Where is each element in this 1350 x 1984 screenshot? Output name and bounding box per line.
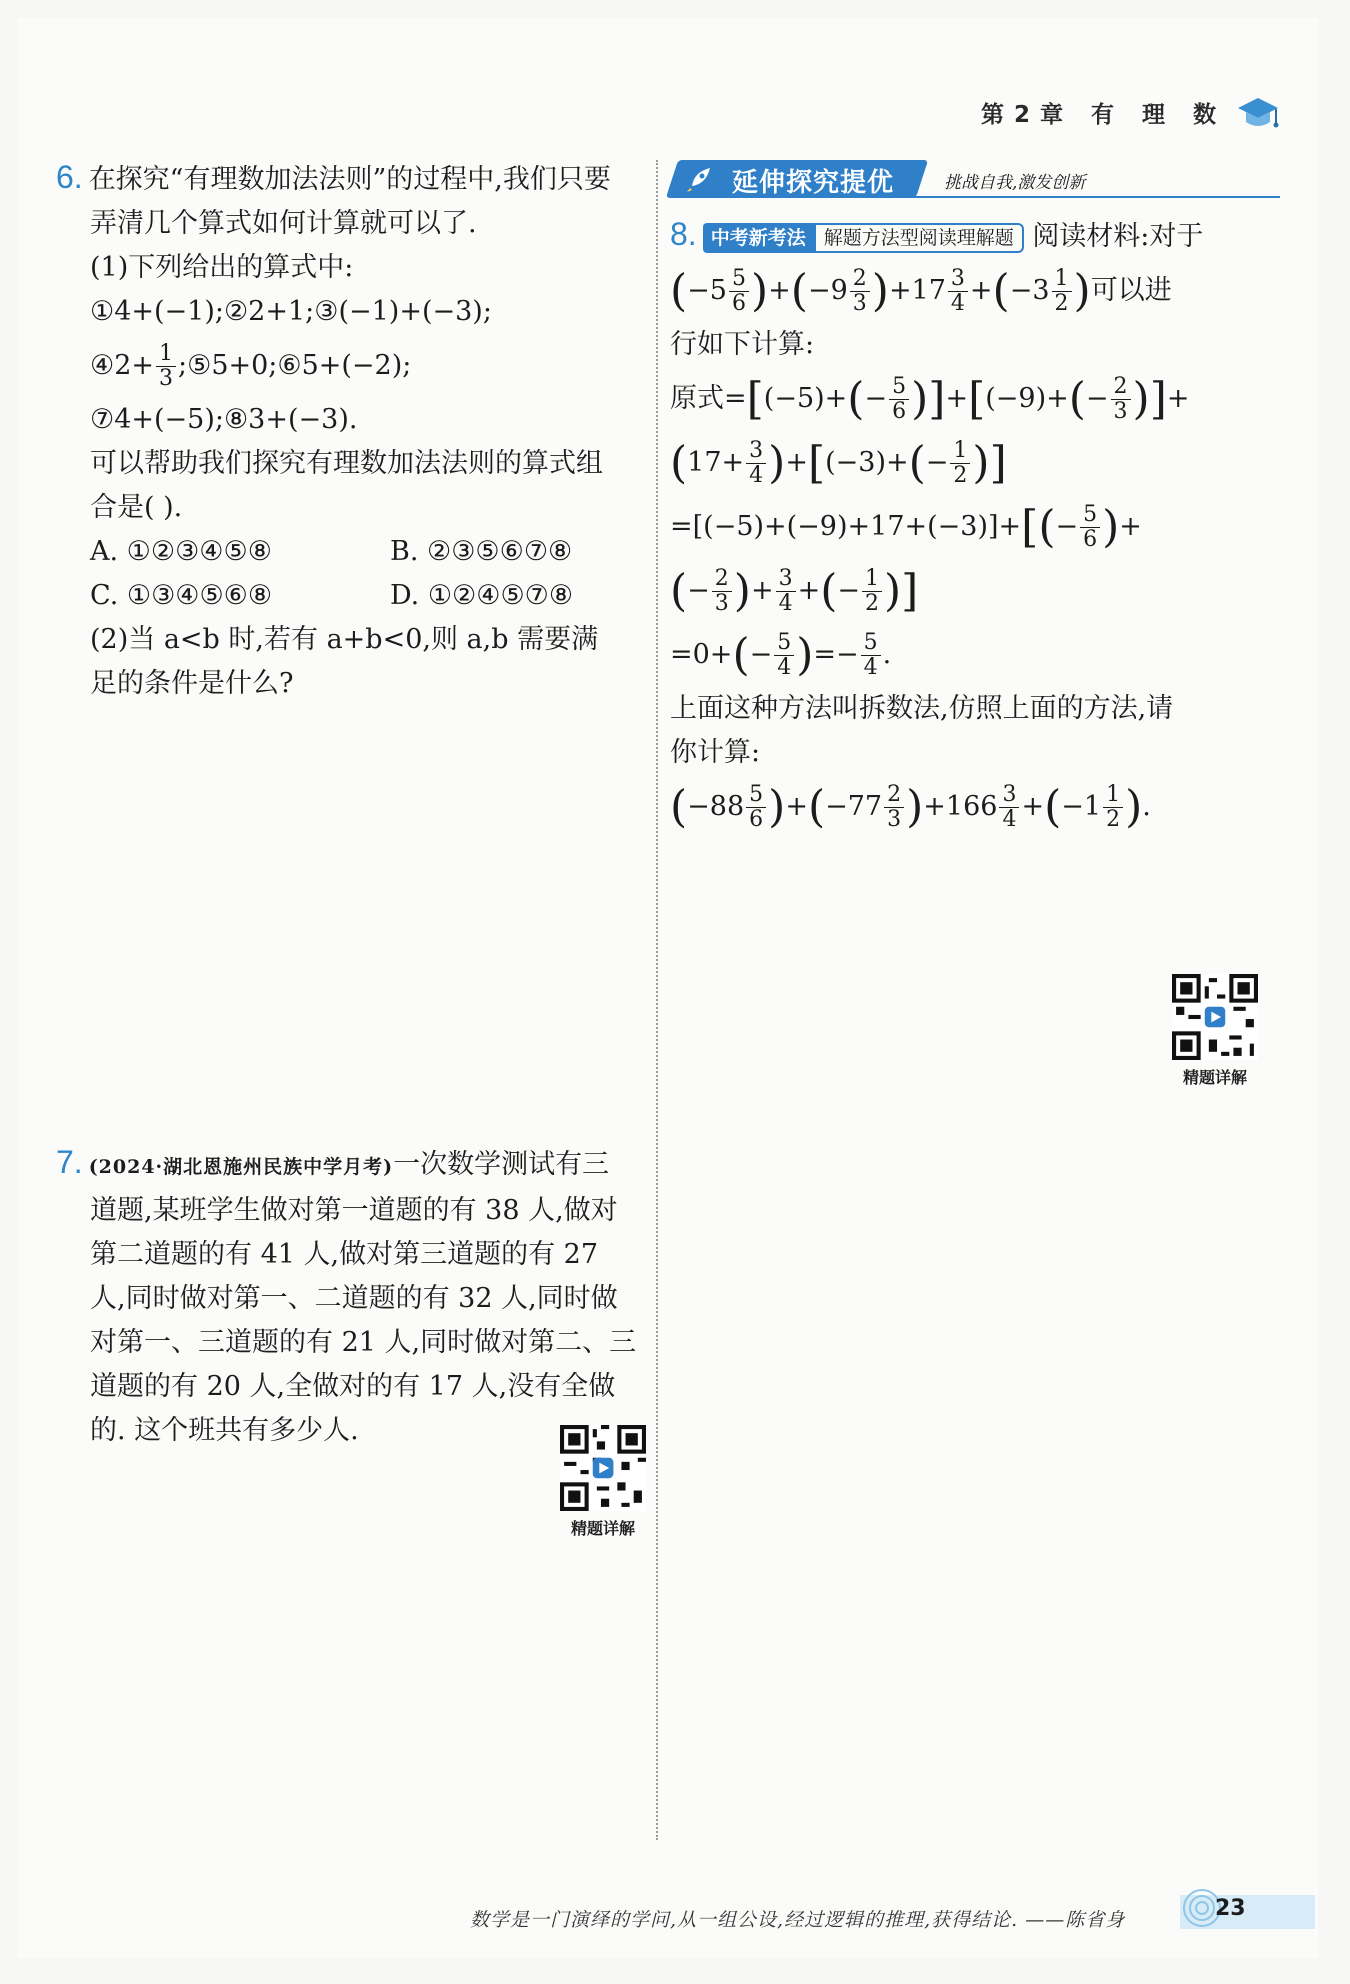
fraction: $\frac{1}{3}$ [156, 342, 176, 391]
q7-line7: 的. 这个班共有多少人. [90, 1415, 359, 1446]
option-d: D. ①②④⑤⑦⑧ [390, 580, 574, 611]
q6-exprs-1: ①4+(−1);②2+1;③(−1)+(−3); [90, 296, 492, 327]
q8-intro: 阅读材料:对于 [1032, 221, 1204, 252]
q6-expr5-6: ;⑤5+0;⑥5+(−2); [178, 350, 412, 381]
chapter-header [981, 92, 1280, 132]
q7-source: (2024·湖北恩施州民族中学月考) [88, 1156, 394, 1178]
q7-line4: 人,同时做对第一、二道题的有 32 人,同时做 [90, 1283, 618, 1314]
page-number: 23 [1215, 1896, 1246, 1921]
left-column [56, 155, 646, 706]
q6-stem-1: 在探究“有理数加法法则”的过程中,我们只要 [88, 164, 611, 195]
qr-code-icon[interactable] [560, 1425, 646, 1511]
q8-line2: 行如下计算: [670, 329, 815, 360]
graduation-cap-icon [1236, 92, 1280, 132]
q6-exprs-3: ⑦4+(−5);⑧3+(−3). [90, 404, 358, 435]
chapter-title: 第2章 有 理 数 [980, 101, 1226, 128]
qr-label: 精题详解 [1182, 1068, 1247, 1087]
q8-step-1: 原式=[(−5)+(− $\frac{5}{6}$ )]+[(−9)+(− $\frac{2}{3}$ )]+ [670, 373, 1190, 425]
q8-number: 8. [670, 216, 697, 252]
q8-head [670, 212, 1270, 259]
q6-part2-1: (2)当 a<b 时,若有 a+b<0,则 a,b 需要满 [90, 624, 599, 655]
right-column [670, 212, 1270, 839]
q7-line1: 一次数学测试有三 [393, 1149, 610, 1180]
option-b: B. ②③⑤⑥⑦⑧ [390, 536, 573, 567]
q8-line1-tail: 可以进 [1090, 275, 1172, 306]
section-banner [672, 160, 1272, 200]
q7-line3: 第二道题的有 41 人,做对第三道题的有 27 [90, 1239, 599, 1270]
q8-task-expression: (−88 $\frac{5}{6}$ )+(−77 $\frac{2}{3}$ )+166 $\frac{3}{4}$ +(−1 $\frac{1}{2}$ ). [670, 781, 1151, 833]
column-divider [656, 160, 658, 1840]
qr-code-icon[interactable] [1172, 974, 1258, 1060]
original-expression-label: 原式= [670, 383, 747, 414]
rocket-icon [684, 164, 714, 194]
q8-expression-1: (−5 $\frac{5}{6}$ )+(−9 $\frac{2}{3}$ )+17 $\frac{3}{4}$ +(−3 $\frac{1}{2}$ )可以进 [670, 265, 1172, 317]
q7-line2: 道题,某班学生做对第一道题的有 38 人,做对 [90, 1195, 618, 1226]
q6-number: 6. [56, 159, 83, 195]
banner-subtitle: 挑战自我,激发创新 [944, 173, 1086, 193]
option-a: A. ①②③④⑤⑧ [90, 536, 272, 567]
q6-part2-2: 足的条件是什么? [90, 668, 294, 699]
q7-line5: 对第一、三道题的有 21 人,同时做对第二、三 [90, 1327, 637, 1358]
q7-line6: 道题的有 20 人,全做对的有 17 人,没有全做 [90, 1371, 616, 1402]
option-c: C. ①③④⑤⑥⑧ [90, 580, 273, 611]
q6-part1: (1)下列给出的算式中: [90, 252, 354, 283]
q6-options [56, 530, 646, 618]
q8-step-5: =0+(− $\frac{5}{4}$ )=− $\frac{5}{4}$ . [670, 629, 892, 681]
q6-stem-2: 弄清几个算式如何计算就可以了. [90, 208, 477, 239]
q8-step-4: (− $\frac{2}{3}$ )+ $\frac{3}{4}$ +(− $\frac{1}{2}$ )] [670, 565, 919, 617]
q8-after-2: 你计算: [670, 737, 761, 768]
qr-label: 精题详解 [570, 1519, 635, 1538]
q8-step-2: (17+ $\frac{3}{4}$ )+[(−3)+(− $\frac{1}{2}$ )] [670, 437, 1007, 489]
q6-expr4: ④2+ [90, 350, 155, 381]
tag-problem-type: 解题方法型阅读理解题 [814, 223, 1024, 253]
q6-line1 [56, 155, 646, 202]
footer-quote: 数学是一门演绎的学问,从一组公设,经过逻辑的推理,获得结论. ——陈省身 [470, 1909, 1126, 1931]
tag-new-method: 中考新考法 [703, 223, 814, 253]
banner-title: 延伸探究提优 [732, 168, 895, 198]
q6-ask-2: 合是( ). [90, 492, 183, 523]
q6-ask-1: 可以帮助我们探究有理数加法法则的算式组 [90, 448, 603, 479]
q7-block [56, 1140, 646, 1453]
q8-step-3: =[(−5)+(−9)+17+(−3)]+[(− $\frac{5}{6}$ )+ [670, 501, 1142, 553]
q8-after-1: 上面这种方法叫拆数法,仿照上面的方法,请 [670, 693, 1174, 724]
q6-exprs-2 [56, 334, 646, 398]
q7-number: 7. [56, 1144, 83, 1180]
